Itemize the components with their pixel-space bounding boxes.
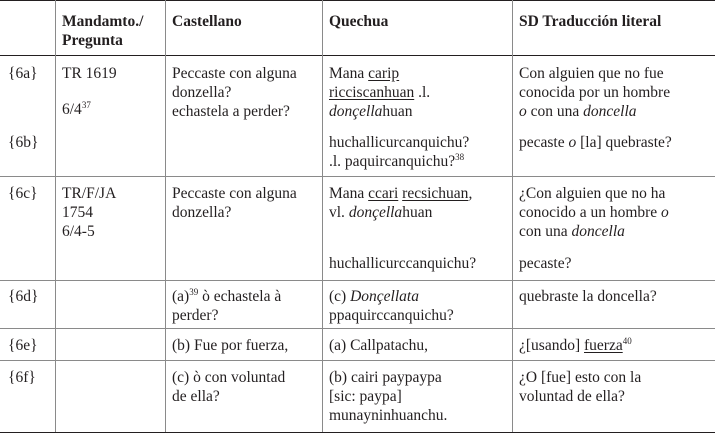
header-traduccion: SD Traducción literal [519,13,662,30]
castellano-6f-line1: (c) ò con voluntad [172,369,286,386]
traduccion-6c-line3: con una doncella [519,223,625,240]
quechua-6c-cont: huchallicurccanquichu? [329,255,477,272]
traduccion-6f-line2: voluntad de ella? [519,388,625,405]
header-castellano: Castellano [172,13,242,30]
row-rule-6e [0,328,715,329]
traduccion-6a-line1: Con alguien que no fue [519,65,664,82]
castellano-6a-line3: echastela a perder? [172,103,290,120]
traduccion-6a-line2: conocida por un hombre [519,84,671,101]
mandamto-6c-line3: 6/4-5 [62,223,95,240]
header-bottom-rule [0,55,715,56]
quechua-6d-line2: ppaquirccanquichu? [329,307,454,324]
row-id-6e: {6e} [8,337,38,354]
row-id-6a: {6a} [8,65,38,82]
footnote-40: 40 [622,335,632,346]
quechua-6c-line1: Mana ccari recsichuan, [329,185,473,202]
quechua-6b-line1: huchallicurcanquichu? [329,134,470,151]
quechua-6b-line2: .l. paquircanquichu?$^{38}$ [329,151,465,170]
header-quechua: Quechua [329,13,389,30]
mandamto-6c-line2: 1754 [62,204,93,221]
quechua-6a-line3: donçellahuan [329,103,413,120]
traduccion-6a-line3: o con una doncella [519,103,637,120]
header-mandamto-line2: Pregunta [62,32,123,49]
header-mandamto-line1: Mandamto./ [62,13,144,30]
castellano-6a-line2: donzella? [172,84,232,101]
quechua-6e-line1: (a) Callpatachu, [329,337,428,354]
row-id-6f: {6f} [8,369,36,386]
traduccion-6c-line2: conocido a un hombre o [519,204,669,221]
traduccion-6c-cont: pecaste? [519,255,572,272]
castellano-6e-line1: (b) Fue por fuerza, [172,337,289,354]
mandamto-6c-line1: TR/F/JA [62,185,117,202]
traduccion-6b-line1: pecaste o [la] quebraste? [519,134,672,151]
col-divider-1 [55,0,56,432]
footnote-38: 38 [455,151,465,162]
castellano-6d-line2: perder? [172,307,219,324]
traduccion-6c-line1: ¿Con alguien que no ha [519,185,666,202]
castellano-6d-line1: $(a)^{39}$ ò echastela à [172,286,282,305]
quechua-6c-line2: vl. donçellahuan [329,204,433,221]
row-id-6c: {6c} [8,185,38,202]
traduccion-6e-line1: ¿[usando] fuerza$^{40}$ [519,335,632,354]
quechua-6a-line1: Mana carip [329,65,400,82]
castellano-6c-line2: donzella? [172,204,232,221]
footnote-37: 37 [81,99,91,110]
col-divider-2 [165,0,166,432]
row-id-6b: {6b} [8,134,39,151]
castellano-6c-line1: Peccaste con alguna [172,185,297,202]
col-divider-3 [322,0,323,432]
row-rule-6d [0,280,715,281]
mandamto-6a-line2: $6/4^{37}$ [62,99,91,118]
footnote-39: 39 [189,286,199,297]
quechua-6a-line2: ricciscanhuan .l. [329,84,431,101]
table-top-rule [0,0,715,1]
col-divider-4 [512,0,513,432]
castellano-6f-line2: de ella? [172,388,220,405]
row-rule-6c [0,176,715,177]
traduccion-6d-line1: quebraste la doncella? [519,288,657,305]
traduccion-6f-line1: ¿O [fue] esto con la [519,369,642,386]
quechua-6f-line3: munayninhuanchu. [329,407,448,424]
mandamto-6a-line1: TR 1619 [62,65,117,82]
row-id-6d: {6d} [8,288,39,305]
quechua-6d-line1: (c) Donçellata [329,288,419,305]
table-bottom-rule [0,432,715,433]
row-rule-6f [0,360,715,361]
quechua-6f-line2: [sic: paypa] [329,388,402,405]
castellano-6a-line1: Peccaste con alguna [172,65,297,82]
quechua-6f-line1: (b) cairi paypaypa [329,369,442,386]
